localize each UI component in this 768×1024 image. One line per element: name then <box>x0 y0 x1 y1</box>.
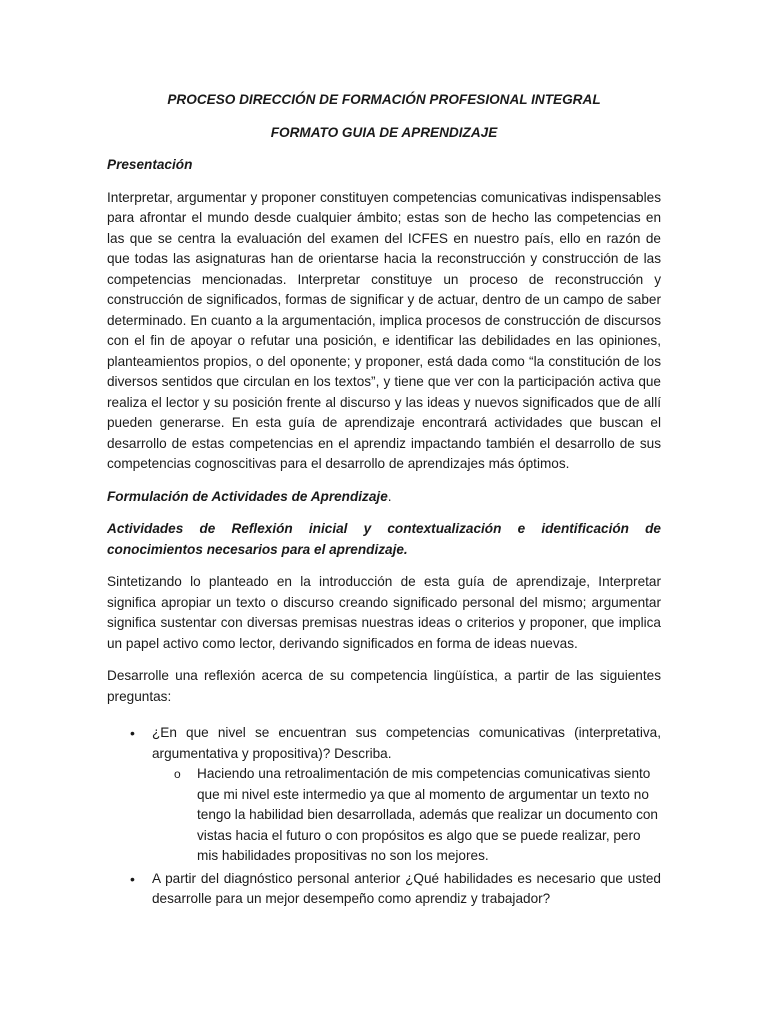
presentacion-heading: Presentación <box>107 157 193 172</box>
document-page <box>107 90 661 912</box>
document-subtitle: FORMATO GUIA DE APRENDIZAJE <box>270 124 498 140</box>
circle-bullet-icon: o <box>174 767 181 781</box>
formulacion-heading-period: . <box>387 488 392 504</box>
question-text-2: A partir del diagnóstico personal anterior ¿Qué habilidades es necesario que usted desarrolle para un mejor desempeño como aprendiz y trabajador? <box>152 870 661 906</box>
question-item-2 <box>107 869 661 910</box>
formulacion-heading <box>107 487 661 508</box>
actividades-paragraph-2: Desarrolle una reflexión acerca de su competencia lingüística, a partir de las siguientes preguntas: <box>107 668 661 704</box>
actividades-heading: Actividades de Reflexión inicial y contextualización e identificación de conocimientos necesarios para el aprendizaje. <box>107 521 661 557</box>
question-text-1: ¿En que nivel se encuentran sus competencias comunicativas (interpretativa, argumentativa y propositiva)? Describa. <box>152 725 661 761</box>
answer-item-1 <box>152 764 661 867</box>
answer-text-1: Haciendo una retroalimentación de mis competencias comunicativas siento que mi nivel este intermedio ya que al momento de argumentar un texto no tengo la habilidad bien desarrollada, además que realizar un documento con vistas hacia el futuro o con propósitos es algo que se puede realizar, pero mis habilidades propositivas no son los mejores. <box>197 766 658 863</box>
answer-list <box>152 764 661 867</box>
presentacion-paragraph: Interpretar, argumentar y proponer constituyen competencias comunicativas indispensables para afrontar el mundo desde cualquier ámbito; estas son de hecho las competencias en las que se centra la evaluación del examen del ICFES en nuestro país, ello en razón de que todas las asignaturas han de orientarse hacia la reconstrucción y construcción de las competencias mencionadas. Interpretar constituye un proceso de reconstrucción y construcción de significados, formas de significar y de actuar, dentro de un campo de saber determinado. En cuanto a la argumentación, implica procesos de construcción de discursos con el fin de apoyar o refutar una posición, e identificar las debilidades en las opiniones, planteamientos propios, o del oponente; y proponer, está dada como “la constitución de los diversos sentidos que circulan en los textos”, y tiene que ver con la participación activa que realiza el lector y su posición frente al discurso y las ideas y nuevos significados que de allí pueden generarse. En esta guía de aprendizaje encontrará actividades que buscan el desarrollo de estas competencias en el aprendiz impactando también el desarrollo de sus competencias cognoscitivas para el desarrollo de aprendizajes más óptimos. <box>107 189 661 471</box>
questions-list <box>107 723 661 910</box>
bullet-icon: • <box>130 725 135 741</box>
bullet-icon: • <box>130 870 135 887</box>
question-item-1 <box>107 723 661 867</box>
document-title: PROCESO DIRECCIÓN DE FORMACIÓN PROFESIONAL INTEGRAL <box>167 92 601 107</box>
formulacion-heading-text: Formulación de Actividades de Aprendizaje <box>107 488 388 504</box>
actividades-paragraph-1: Sintetizando lo planteado en la introducción de esta guía de aprendizaje, Interpretar significa apropiar un texto o discurso creando significado personal del mismo; argumentar significa sustentar con diversas premisas nuestras ideas o criterios y proponer, que implica un papel activo como lector, derivando significados en forma de ideas nuevas. <box>107 574 661 651</box>
